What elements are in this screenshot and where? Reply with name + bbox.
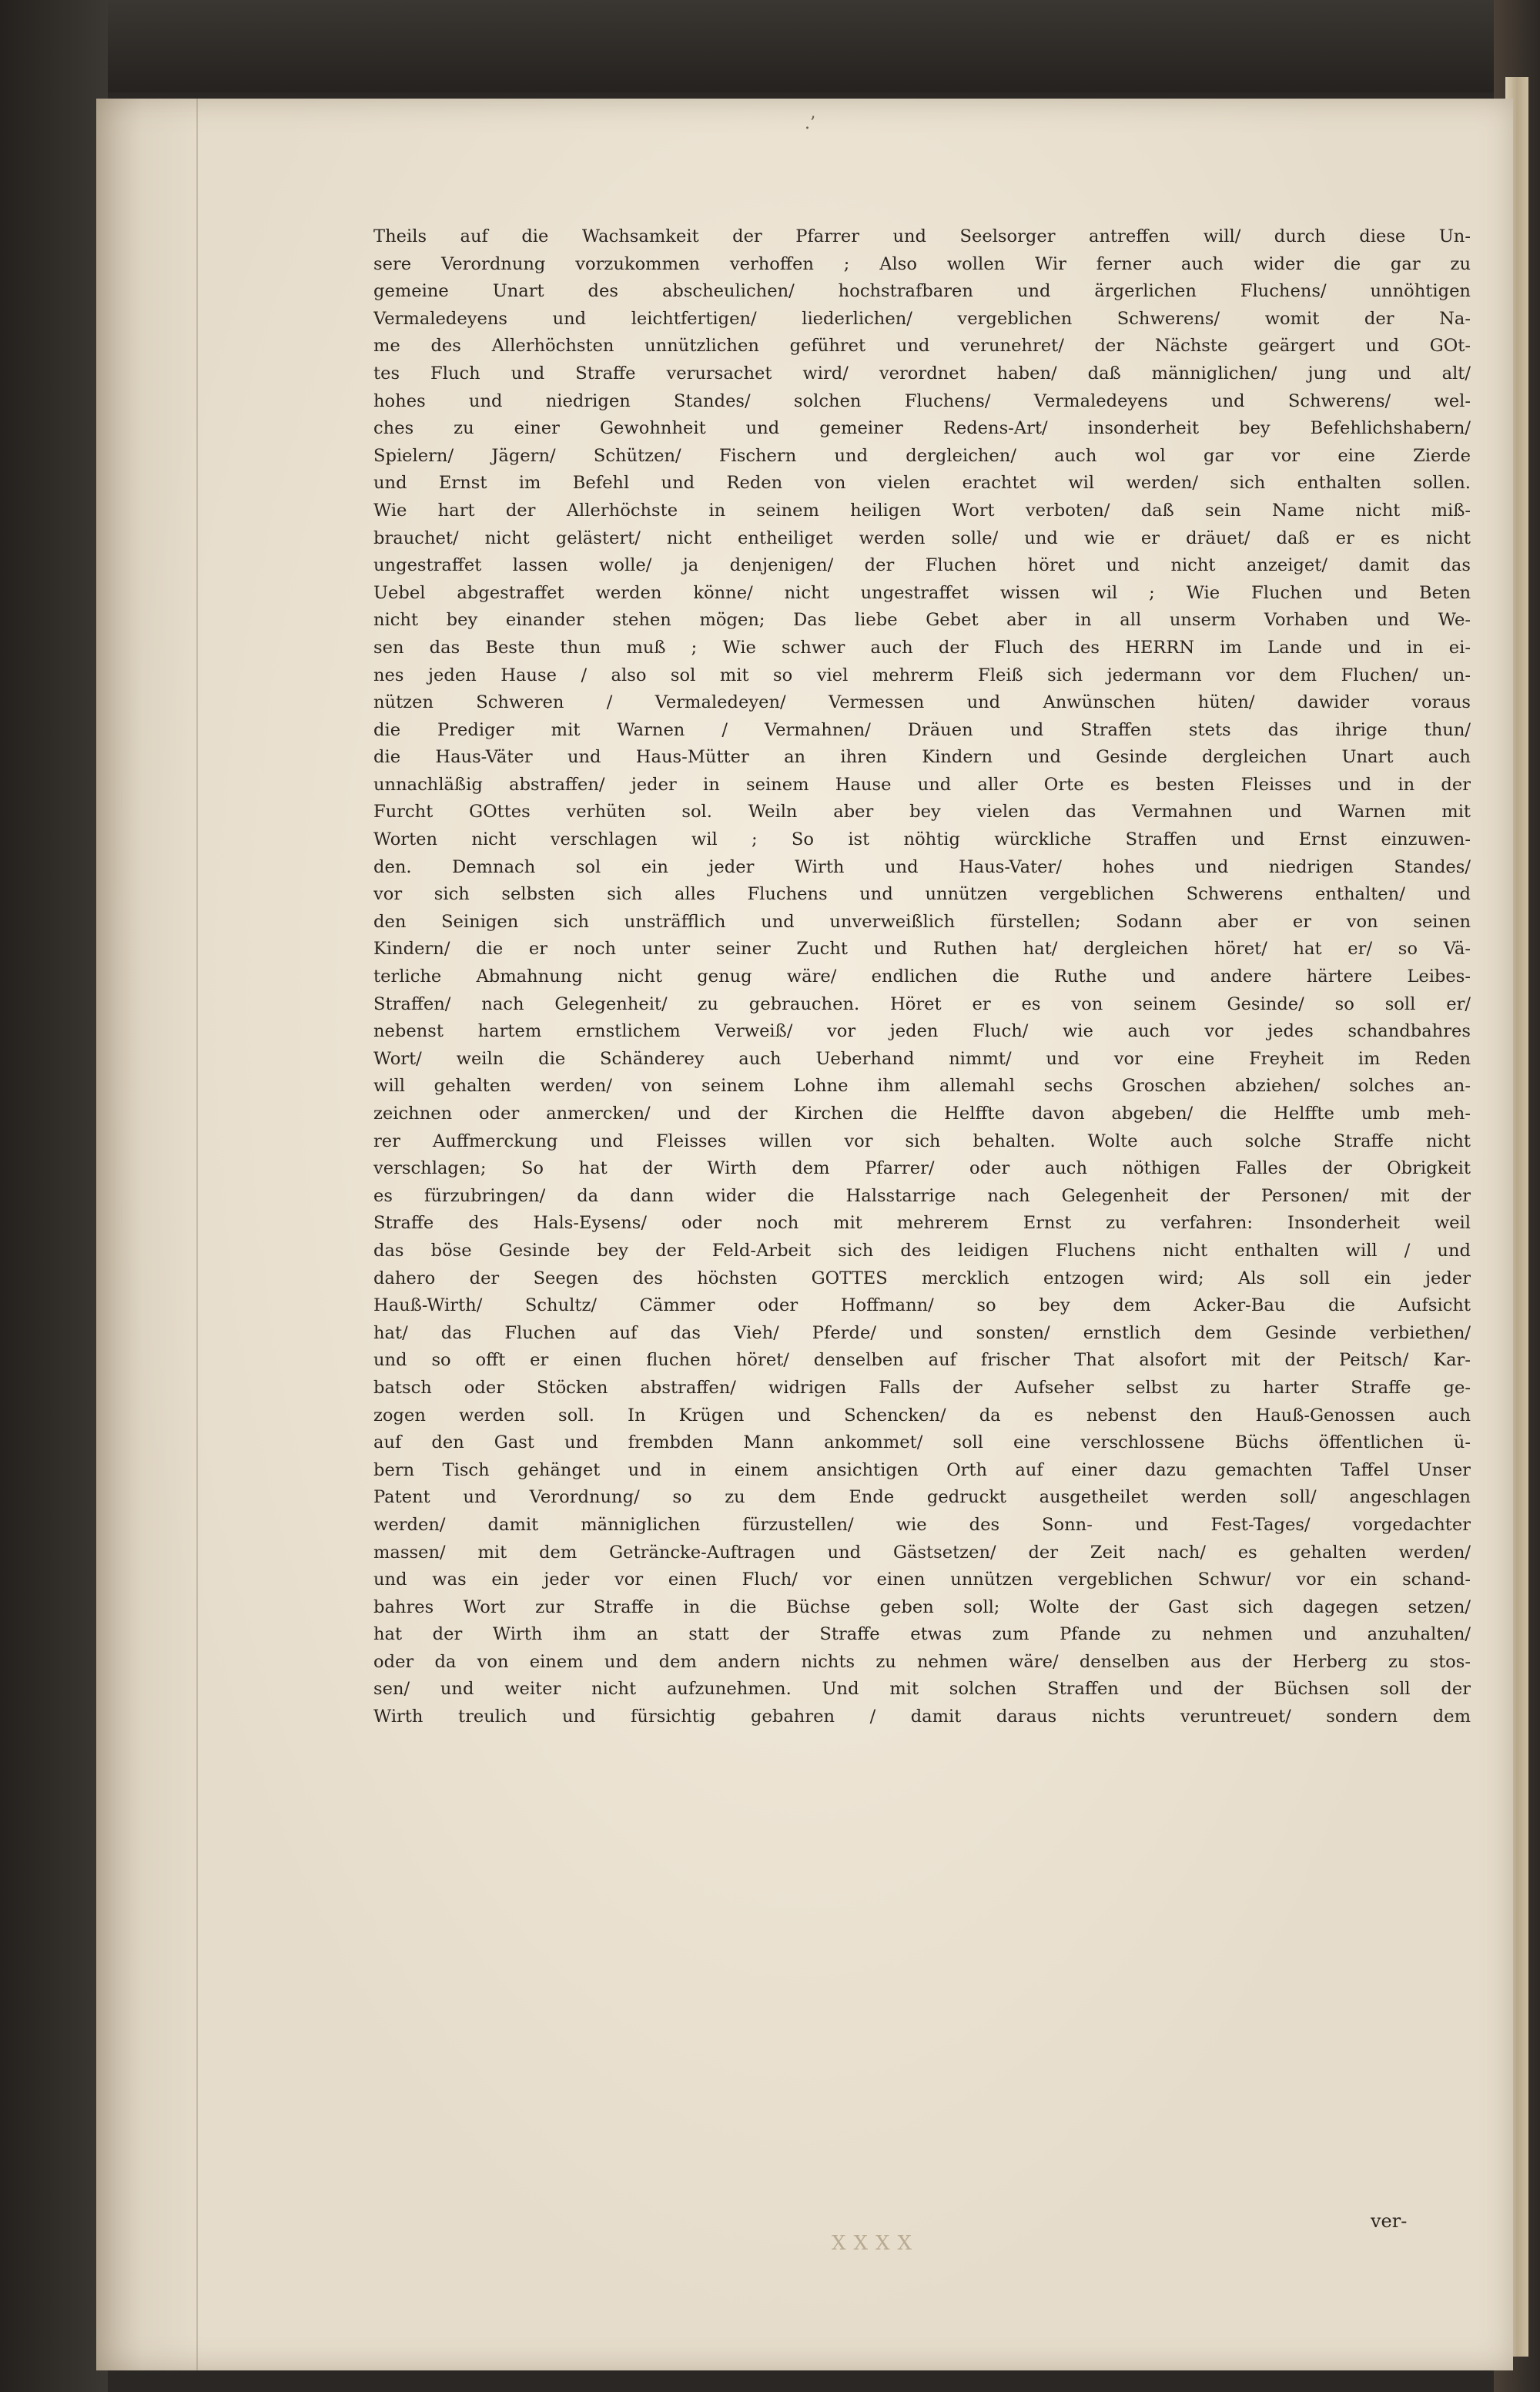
text-line: den Seinigen sich unsträfflich und unverweißlich fürstellen; Sodann aber er von seinen <box>373 911 1471 932</box>
text-line: will gehalten werden/ von seinem Lohne ihm allemahl sechs Groschen abziehen/ solches an- <box>373 1076 1471 1097</box>
text-line: brauchet/ nicht gelästert/ nicht entheiliget werden solle/ und wie er dräuet/ daß er es nicht <box>373 528 1471 548</box>
text-line: hat/ das Fluchen auf das Vieh/ Pferde/ und sonsten/ ernstlich dem Gesinde verbiethen/ <box>373 1322 1471 1343</box>
text-line: ches zu einer Gewohnheit und gemeiner Redens-Art/ insonderheit bey Befehlichshabern/ <box>373 418 1471 439</box>
text-line: tes Fluch und Straffe verursachet wird/ verordnet haben/ daß männiglichen/ jung und alt/ <box>373 363 1471 384</box>
text-line: Straffe des Hals-Eysens/ oder noch mit mehrerem Ernst zu verfahren: Insonderheit weil <box>373 1213 1471 1234</box>
text-line: auf den Gast und frembden Mann ankommet/ soll eine verschlossene Büchs öffentlichen ü- <box>373 1432 1471 1453</box>
text-line: die Prediger mit Warnen / Vermahnen/ Dräuen und Straffen stets das ihrige thun/ <box>373 719 1471 740</box>
text-line: den. Demnach sol ein jeder Wirth und Haus-Vater/ hohes und niedrigen Standes/ <box>373 856 1471 877</box>
text-line: nützen Schweren / Vermaledeyen/ Vermessen und Anwünschen hüten/ dawider voraus <box>373 692 1471 713</box>
text-line: Straffen/ nach Gelegenheit/ zu gebrauchen. Höret er es von seinem Gesinde/ so soll er/ <box>373 993 1471 1014</box>
text-line: terliche Abmahnung nicht genug wäre/ endlichen die Ruthe und andere härtere Leibes- <box>373 967 1471 987</box>
catchword: ver- <box>1371 2210 1408 2232</box>
text-line: werden/ damit männiglichen fürzustellen/ wie des Sonn- und Fest-Tages/ vorgedachter <box>373 1514 1471 1535</box>
text-line: oder da von einem und dem andern nichts zu nehmen wäre/ denselben aus der Herberg zu stos- <box>373 1651 1471 1672</box>
text-line: hohes und niedrigen Standes/ solchen Fluchens/ Vermaledeyens und Schwerens/ wel- <box>373 390 1471 411</box>
signature-mark: XXXX <box>832 2232 920 2255</box>
text-line: batsch oder Stöcken abstraffen/ widrigen Falls der Aufseher selbst zu harter Straffe ge- <box>373 1377 1471 1398</box>
text-line: verschlagen; So hat der Wirth dem Pfarrer/ oder auch nöthigen Falles der Obrigkeit <box>373 1158 1471 1179</box>
text-line: Spielern/ Jägern/ Schützen/ Fischern und dergleichen/ auch wol gar vor eine Zierde <box>373 445 1471 466</box>
text-line: das böse Gesinde bey der Feld-Arbeit sich des leidigen Fluchens nicht enthalten will / und <box>373 1240 1471 1261</box>
text-line: massen/ mit dem Geträncke-Auftragen und Gästsetzen/ der Zeit nach/ es gehalten werden/ <box>373 1542 1471 1563</box>
text-line: nicht bey einander stehen mögen; Das liebe Gebet aber in all unserm Vorhaben und We- <box>373 610 1471 631</box>
text-line: Wort/ weiln die Schänderey auch Ueberhand nimmt/ und vor eine Freyheit im Reden <box>373 1048 1471 1069</box>
text-line: und so offt er einen fluchen höret/ denselben auf frischer That alsofort mit der Peitsch/ Kar- <box>373 1350 1471 1371</box>
body-text <box>373 223 1471 1731</box>
text-line: und Ernst im Befehl und Reden von vielen erachtet wil werden/ sich enthalten sollen. <box>373 473 1471 494</box>
text-line: Patent und Verordnung/ so zu dem Ende gedruckt ausgetheilet werden soll/ angeschlagen <box>373 1487 1471 1508</box>
text-line: es fürzubringen/ da dann wider die Halsstarrige nach Gelegenheit der Personen/ mit der <box>373 1185 1471 1206</box>
text-line: gemeine Unart des abscheulichen/ hochstrafbaren und ärgerlichen Fluchens/ unnöhtigen <box>373 281 1471 302</box>
text-line: Kindern/ die er noch unter seiner Zucht und Ruthen hat/ dergleichen höret/ hat er/ so Vä- <box>373 939 1471 960</box>
text-line: vor sich selbsten sich alles Fluchens und unnützen vergeblichen Schwerens enthalten/ und <box>373 884 1471 905</box>
text-line: sen/ und weiter nicht aufzunehmen. Und mit solchen Straffen und der Büchsen soll der <box>373 1679 1471 1700</box>
text-line: sen das Beste thun muß ; Wie schwer auch der Fluch des HERRN im Lande und in ei- <box>373 637 1471 658</box>
text-line: nebenst hartem ernstlichem Verweiß/ vor jeden Fluch/ wie auch vor jedes schandbahres <box>373 1021 1471 1042</box>
text-line: zeichnen oder anmercken/ und der Kirchen die Helffte davon abgeben/ die Helffte umb meh- <box>373 1104 1471 1124</box>
text-line: Wirth treulich und fürsichtig gebahren / damit daraus nichts veruntreuet/ sondern dem <box>373 1707 1471 1727</box>
text-line: Worten nicht verschlagen wil ; So ist nöhtig würckliche Straffen und Ernst einzuwen- <box>373 829 1471 850</box>
text-line: Furcht GOttes verhüten sol. Weiln aber bey vielen das Vermahnen und Warnen mit <box>373 802 1471 822</box>
binding-board-top <box>0 0 1540 92</box>
gutter-fold <box>196 99 198 2370</box>
text-line: die Haus-Väter und Haus-Mütter an ihren Kindern und Gesinde dergleichen Unart auch <box>373 747 1471 768</box>
text-line: me des Allerhöchsten unnützlichen geführet und verunehret/ der Nächste geärgert und GOt- <box>373 336 1471 357</box>
text-line: sere Verordnung vorzukommen verhoffen ; Also wollen Wir ferner auch wider die gar zu <box>373 253 1471 274</box>
text-line: nes jeden Hause / also sol mit so viel mehrerm Fleiß sich jedermann vor dem Fluchen/ un- <box>373 665 1471 685</box>
text-line: rer Auffmerckung und Fleisses willen vor sich behalten. Wolte auch solche Straffe nicht <box>373 1131 1471 1151</box>
text-line: zogen werden soll. In Krügen und Schencken/ da es nebenst den Hauß-Genossen auch <box>373 1405 1471 1425</box>
text-line: Theils auf die Wachsamkeit der Pfarrer und Seelsorger antreffen will/ durch diese Un- <box>373 226 1471 246</box>
text-line: Uebel abgestraffet werden könne/ nicht ungestraffet wissen wil ; Wie Fluchen und Beten <box>373 582 1471 603</box>
binding-board-left <box>0 0 108 2392</box>
text-line: unnachläßig abstraffen/ jeder in seinem Hause und aller Orte es besten Fleisses und in der <box>373 774 1471 795</box>
text-line: Wie hart der Allerhöchste in seinem heiligen Wort verboten/ daß sein Name nicht miß- <box>373 500 1471 521</box>
text-line: ungestraffet lassen wolle/ ja denjenigen/ der Fluchen höret und nicht anzeiget/ damit das <box>373 555 1471 576</box>
page-mark: .’ <box>805 114 815 133</box>
text-line: hat der Wirth ihm an statt der Straffe etwas zum Pfande zu nehmen und anzuhalten/ <box>373 1624 1471 1645</box>
text-line: bahres Wort zur Straffe in die Büchse geben soll; Wolte der Gast sich dagegen setzen/ <box>373 1596 1471 1617</box>
text-line: Hauß-Wirth/ Schultz/ Cämmer oder Hoffmann/ so bey dem Acker-Bau die Aufsicht <box>373 1295 1471 1316</box>
text-line: und was ein jeder vor einen Fluch/ vor einen unnützen vergeblichen Schwur/ vor ein schand- <box>373 1570 1471 1590</box>
text-line: Vermaledeyens und leichtfertigen/ liederlichen/ vergeblichen Schwerens/ womit der Na- <box>373 308 1471 329</box>
text-line: dahero der Seegen des höchsten GOTTES mercklich entzogen wird; Als soll ein jeder <box>373 1268 1471 1288</box>
text-line: bern Tisch gehänget und in einem ansichtigen Orth auf einer dazu gemachten Taffel Unser <box>373 1459 1471 1480</box>
